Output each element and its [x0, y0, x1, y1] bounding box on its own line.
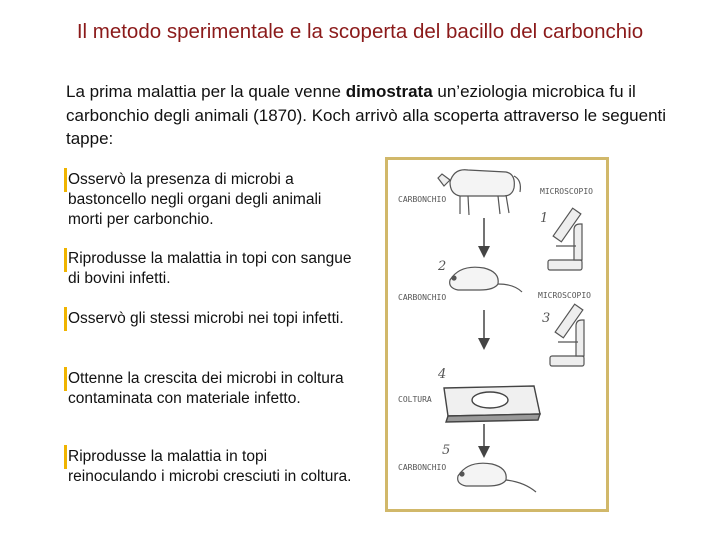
figure-number-2: 2 — [438, 259, 447, 274]
intro-bold-word: dimostrata — [345, 82, 433, 101]
step-1-text: Osservò la presenza di microbi a bastoncello negli organi degli animali morti per carbonchio. — [68, 171, 322, 228]
figure-number-5: 5 — [442, 443, 451, 458]
step-marker-bar — [64, 445, 67, 469]
step-2-text: Riprodusse la malattia in topi con sangue di bovini infetti. — [68, 250, 352, 287]
intro-text-before: La prima malattia per la quale venne — [66, 82, 346, 101]
page-title: Il metodo sperimentale e la scoperta del bacillo del carbonchio — [76, 20, 644, 43]
rat-5-drawing — [458, 463, 536, 492]
cow-drawing — [438, 170, 520, 215]
koch-steps-illustration — [385, 157, 609, 512]
figure-number-3: 3 — [542, 311, 551, 326]
label-carbonchio-1: CARBONCHIO — [398, 195, 447, 204]
step-marker-bar — [64, 307, 67, 331]
step-3-text: Osservò gli stessi microbi nei topi infetti. — [68, 310, 344, 327]
step-marker-bar — [64, 168, 67, 192]
intro-paragraph — [66, 80, 676, 151]
label-carbonchio-2: CARBONCHIO — [398, 293, 447, 302]
figure-number-4: 4 — [438, 367, 447, 382]
microscope-1-drawing — [548, 208, 582, 270]
microscope-2-drawing — [550, 304, 584, 366]
step-5-text: Riprodusse la malattia in topi reinoculando i microbi cresciuti in coltura. — [68, 448, 352, 485]
label-microscopio-2: MICROSCOPIO — [538, 291, 591, 300]
step-4-text: Ottenne la crescita dei microbi in coltura contaminata con materiale infetto. — [68, 370, 344, 407]
label-carbonchio-3: CARBONCHIO — [398, 463, 447, 472]
illustration-drawing — [388, 160, 606, 509]
step-marker-bar — [64, 248, 67, 272]
step-marker-bar — [64, 367, 67, 391]
rat-drawing — [450, 267, 522, 292]
label-microscopio-1: MICROSCOPIO — [540, 187, 593, 196]
figure-number-1: 1 — [540, 211, 549, 226]
label-coltura: COLTURA — [398, 395, 432, 404]
intro-text-after: un’eziologia microbica fu il carbonchio degli animali (1870). Koch arrivò alla scoperta attraverso le seguenti tappe: — [66, 82, 667, 148]
culture-plate-drawing — [444, 386, 540, 422]
